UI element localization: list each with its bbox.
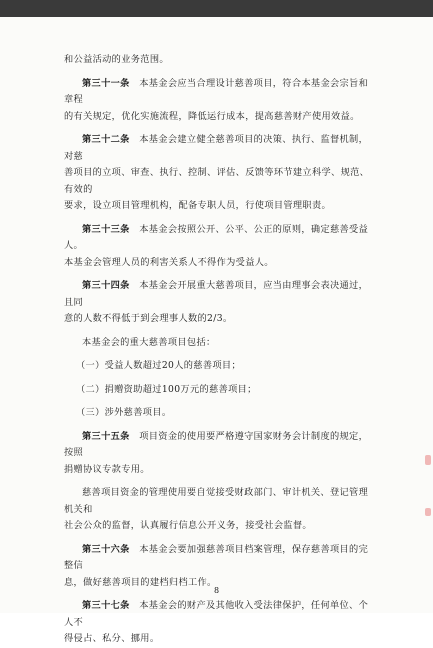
article-31: 第三十一条 本基金会应当合理设计慈善项目，符合本基金会宗旨和章程 [64, 77, 369, 105]
article-36-line-2: 息，做好慈善项目的建档归档工作。 [64, 576, 217, 588]
seal-mark-2 [425, 508, 431, 516]
article-37-line-2: 得侵占、私分、挪用。 [64, 633, 160, 644]
viewer-top-bar [0, 0, 433, 17]
article-35: 第三十五条 项目资金的使用要严格遵守国家财务会计制度的规定，按照 [64, 430, 369, 458]
article-32-line-3: 要求，设立项目管理机构，配备专职人员，行使项目管理职责。 [64, 200, 332, 211]
article-34: 第三十四条 本基金会开展重大慈善项目，应当由理事会表决通过，且同 [64, 280, 369, 308]
paragraph-0-line-0: 和公益活动的业务范围。 [64, 54, 169, 65]
article-36-number: 第三十六条 [82, 543, 130, 555]
article-37: 第三十七条 本基金会的财产及其他收入受法律保护，任何单位、个人不 [64, 600, 369, 628]
article-35-line-2: 捐赠协议专款专用。 [64, 463, 150, 475]
article-37-number: 第三十七条 [82, 600, 130, 611]
article-32-line-2: 善项目的立项、审查、执行、控制、评估、反馈等环节建立科学、规范、有效的 [64, 167, 370, 195]
article-35-number: 第三十五条 [82, 430, 130, 442]
document-body [64, 52, 376, 648]
page-number: 8 [213, 586, 220, 595]
article-33: 第三十三条 本基金会按照公开、公平、公正的原则，确定慈善受益人。 [64, 223, 369, 251]
major-project-item-2: （二）捐赠资助超过100万元的慈善项目； [76, 383, 257, 395]
article-32-number: 第三十二条 [82, 134, 130, 145]
major-projects-intro: 本基金会的重大慈善项目包括： [82, 336, 216, 348]
article-33-number: 第三十三条 [82, 223, 130, 235]
fund-supervision-line-2: 社会公众的监督，认真履行信息公开义务，接受社会监督。 [64, 520, 312, 531]
article-33-line-2: 本基金会管理人员的利害关系人不得作为受益人。 [64, 256, 274, 268]
article-32: 第三十二条 本基金会建立健全慈善项目的决策、执行、监督机制，对慈 [64, 134, 369, 162]
article-31-line-2: 的有关规定，优化实施流程，降低运行成本，提高慈善财产使用效益。 [64, 110, 360, 122]
article-34-line-2: 意的人数不得低于到会理事人数的2/3。 [64, 313, 233, 324]
major-project-item-3: （三）涉外慈善项目。 [76, 407, 172, 418]
fund-supervision-para: 慈善项目资金的管理使用要自觉接受财政部门、审计机关、登记管理机关和 [64, 487, 369, 515]
major-project-item-1: （一）受益人数超过20人的慈善项目； [76, 360, 241, 371]
article-31-number: 第三十一条 [82, 77, 130, 89]
seal-mark [425, 455, 431, 465]
article-36: 第三十六条 本基金会要加强慈善项目档案管理，保存慈善项目的完整信 [64, 543, 369, 571]
article-34-number: 第三十四条 [82, 280, 130, 291]
